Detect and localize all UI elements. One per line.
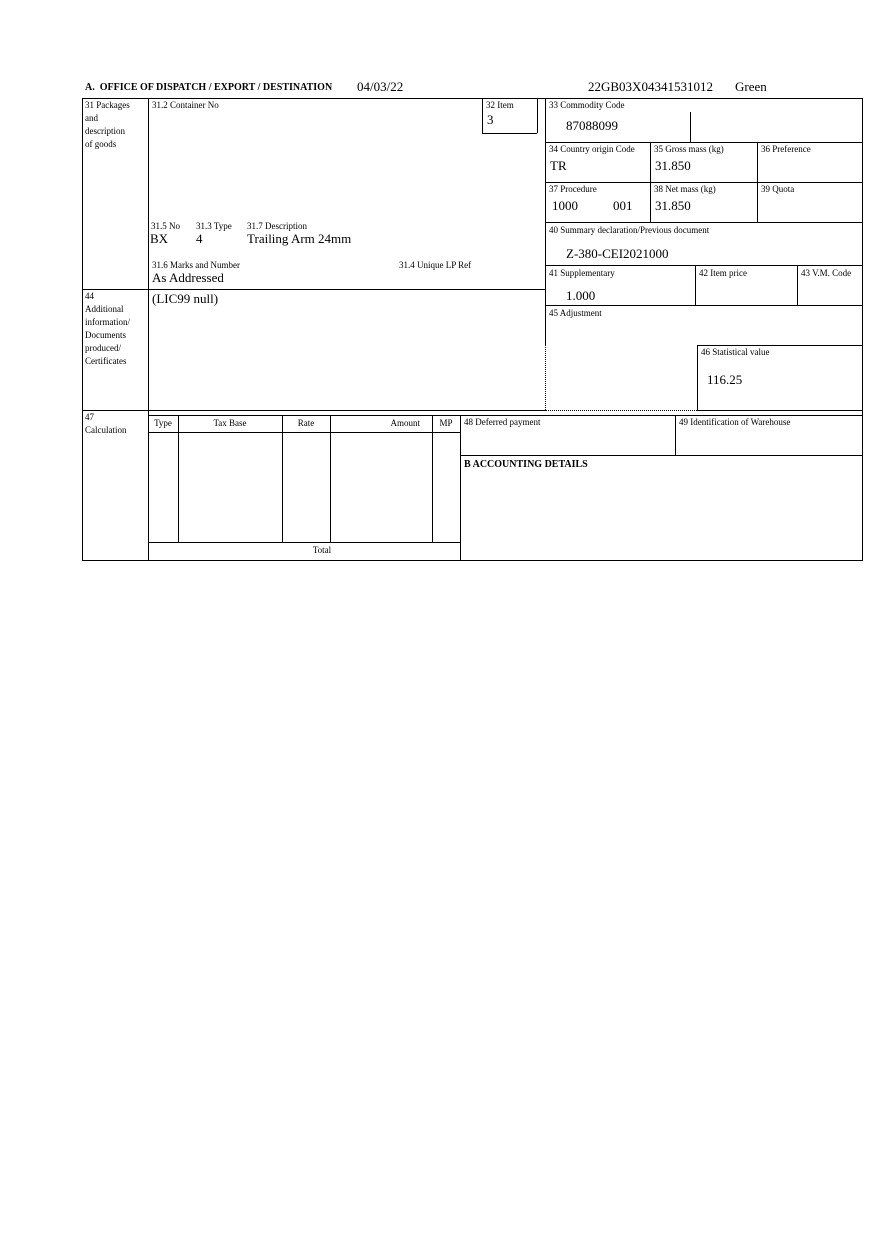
office-of-dispatch-label: A. OFFICE OF DISPATCH / EXPORT / DESTINATION — [85, 82, 333, 93]
box31-4-unique-lp-ref-label: 31.4 Unique LP Ref — [399, 260, 472, 270]
box44-additional-info-label: 44 Additional information/ Documents produced/ Certificates — [85, 291, 130, 366]
box31-5-no-label: 31.5 No — [151, 221, 180, 231]
line — [697, 410, 862, 411]
line — [695, 265, 696, 305]
accounting-details-label: B ACCOUNTING DETAILS — [464, 459, 588, 470]
box49-warehouse-label: 49 Identification of Warehouse — [679, 417, 791, 427]
line — [432, 415, 433, 542]
line — [482, 98, 483, 133]
line — [862, 98, 863, 560]
box34-country-label: 34 Country origin Code — [549, 144, 635, 154]
box38-net-mass-label: 38 Net mass (kg) — [654, 184, 716, 194]
box37-procedure-value1: 1000 — [552, 198, 578, 213]
calc-header-mp: MP — [439, 418, 453, 428]
calc-total-label: Total — [312, 545, 332, 555]
dotted-line — [545, 410, 697, 411]
line — [545, 142, 862, 143]
calc-header-rate: Rate — [297, 418, 315, 428]
box32-item-value: 3 — [487, 112, 494, 127]
calc-header-amount: Amount — [390, 418, 420, 428]
line — [675, 415, 676, 455]
line — [148, 415, 862, 416]
box39-quota-label: 39 Quota — [761, 184, 795, 194]
box41-supplementary-value: 1.000 — [566, 288, 596, 303]
box31-6-marks-label: 31.6 Marks and Number — [152, 260, 240, 270]
box37-procedure-value2: 001 — [613, 198, 633, 213]
line — [148, 98, 149, 560]
box33-commodity-value: 87088099 — [566, 118, 618, 133]
line — [690, 112, 691, 142]
box31-7-description-value: Trailing Arm 24mm — [247, 231, 352, 246]
box40-summary-declaration-label: 40 Summary declaration/Previous document — [549, 225, 710, 235]
line — [82, 98, 862, 99]
box31-5-no-value: BX — [150, 231, 169, 246]
box38-net-mass-value: 31.850 — [655, 198, 691, 213]
box40-summary-declaration-value: Z-380-CEI2021000 — [566, 246, 669, 261]
line — [82, 289, 545, 290]
line — [282, 415, 283, 542]
calc-header-tax-base: Tax Base — [213, 418, 247, 428]
box42-item-price-label: 42 Item price — [699, 268, 747, 278]
line — [545, 305, 862, 306]
line — [82, 410, 545, 411]
dotted-line — [545, 345, 546, 410]
box33-commodity-label: 33 Commodity Code — [549, 100, 625, 110]
box31-2-container-label: 31.2 Container No — [152, 100, 219, 110]
box44-additional-info-value: (LIC99 null) — [152, 291, 219, 306]
line — [697, 345, 698, 410]
box37-procedure-label: 37 Procedure — [549, 184, 597, 194]
routing-status: Green — [735, 79, 767, 94]
box45-adjustment-label: 45 Adjustment — [549, 308, 602, 318]
calc-header-type: Type — [154, 418, 172, 428]
line — [482, 133, 537, 134]
mrn-number: 22GB03X04341531012 — [588, 79, 713, 94]
declaration-date: 04/03/22 — [357, 79, 404, 94]
box46-statistical-value-label: 46 Statistical value — [701, 347, 770, 357]
box35-gross-mass-value: 31.850 — [655, 158, 691, 173]
line — [460, 455, 862, 456]
line — [460, 415, 461, 560]
line — [178, 415, 179, 542]
box35-gross-mass-label: 35 Gross mass (kg) — [654, 144, 724, 154]
line — [537, 98, 538, 133]
box31-7-description-label: 31.7 Description — [247, 221, 307, 231]
line — [545, 265, 862, 266]
line — [82, 560, 863, 561]
box36-preference-label: 36 Preference — [761, 144, 811, 154]
box31-6-marks-value: As Addressed — [152, 270, 224, 285]
line — [82, 98, 83, 560]
box31-packages-label: 31 Packages and description of goods — [85, 100, 130, 149]
line — [797, 265, 798, 305]
line — [545, 222, 862, 223]
box46-statistical-value: 116.25 — [707, 372, 743, 387]
box31-3-type-label: 31.3 Type — [196, 221, 232, 231]
line — [148, 432, 460, 433]
box34-country-value: TR — [550, 158, 567, 173]
line — [148, 542, 460, 543]
box43-vm-code-label: 43 V.M. Code — [801, 268, 852, 278]
line — [545, 182, 862, 183]
line — [330, 415, 331, 542]
line — [697, 345, 862, 346]
box48-deferred-payment-label: 48 Deferred payment — [464, 417, 541, 427]
box41-supplementary-label: 41 Supplementary — [549, 268, 615, 278]
box32-item-label: 32 Item — [486, 100, 514, 110]
box31-3-type-value: 4 — [196, 231, 203, 246]
box47-calculation-label: 47 Calculation — [85, 412, 127, 435]
